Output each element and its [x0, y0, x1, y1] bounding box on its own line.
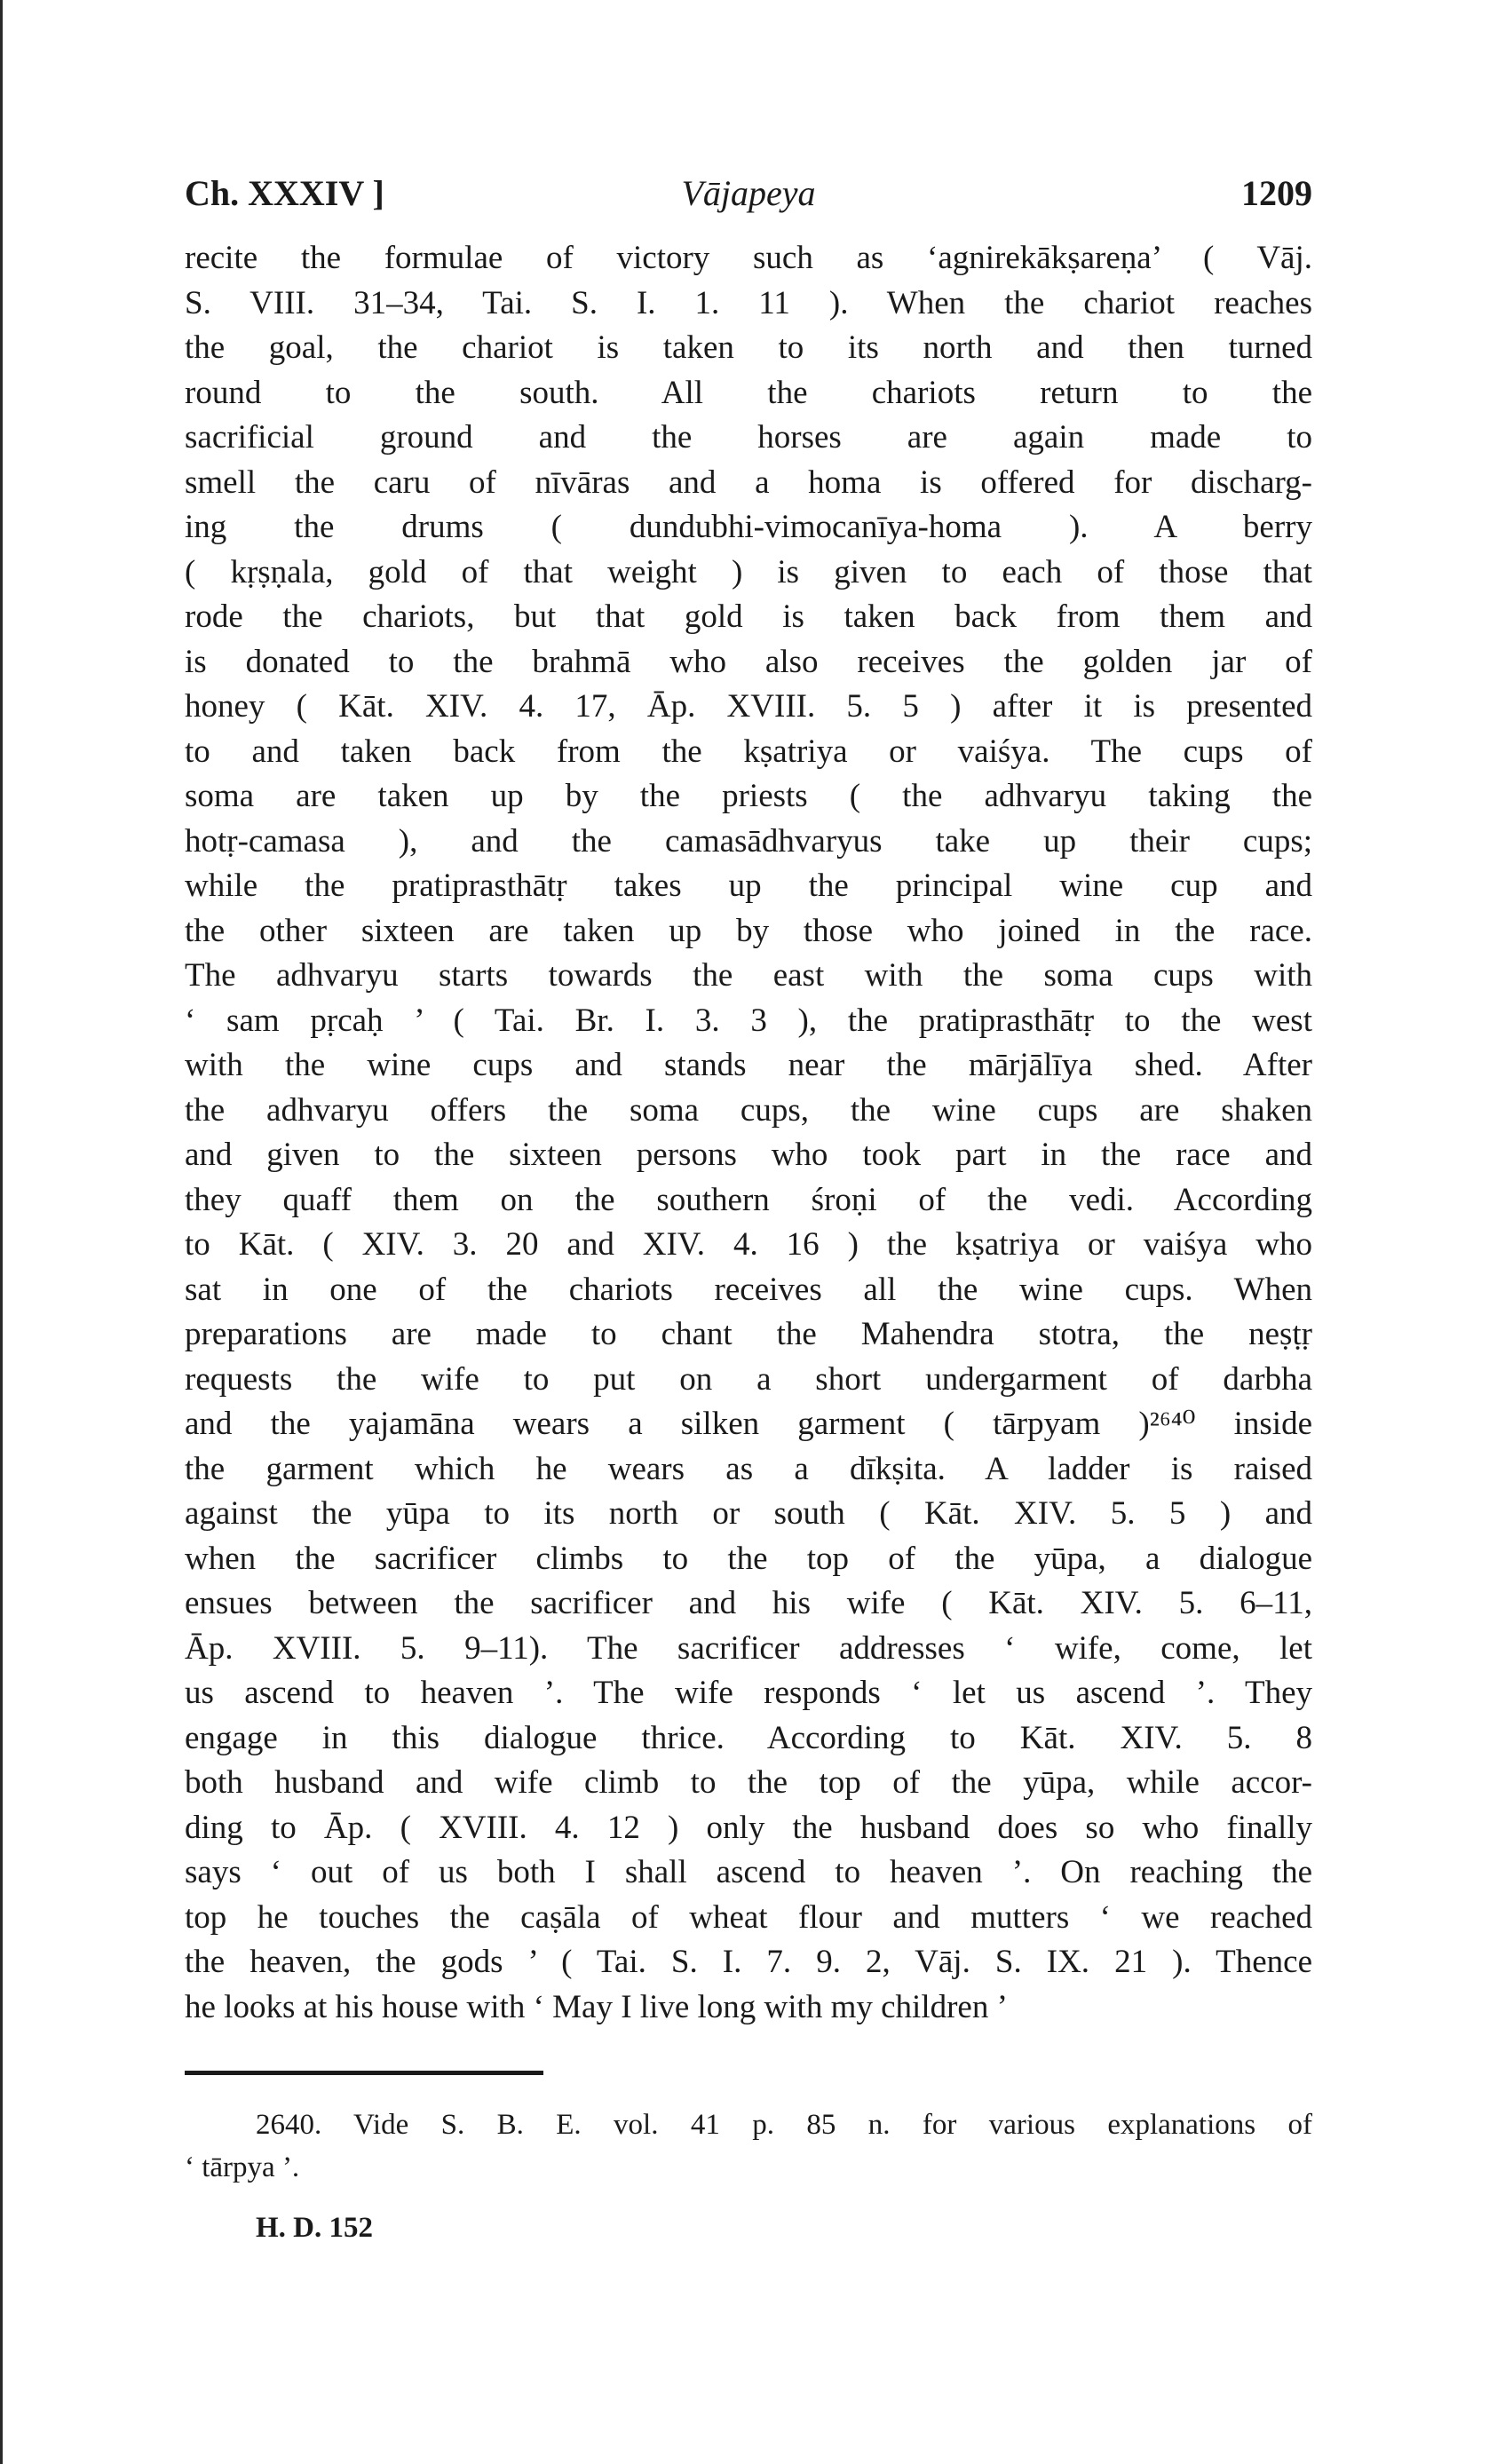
body-line: requests the wife to put on a short undergarment of darbha [185, 1360, 1312, 1398]
footnote-rule [185, 2071, 543, 2075]
body-line: they quaff them on the southern śroṇi of the vedi. According [185, 1181, 1312, 1218]
body-line: he looks at his house with ‘ May I live long with my children ’ [185, 1988, 1008, 2025]
body-line: top he touches the caṣāla of wheat flour and mutters ‘ we reached [185, 1898, 1312, 1936]
body-line: round to the south. All the chariots return to the [185, 374, 1312, 411]
body-line: against the yūpa to its north or south ( Kāt. XIV. 5. 5 ) and [185, 1495, 1312, 1532]
body-line: us ascend to heaven ’. The wife responds ‘ let us ascend ’. They [185, 1675, 1312, 1711]
body-line: honey ( Kāt. XIV. 4. 17, Āp. XVIII. 5. 5 ) after it is presented [185, 688, 1312, 725]
body-line: ing the drums ( dundubhi-vimocanīya-homa ). A berry [185, 509, 1312, 545]
body-line: while the pratiprasthātṛ takes up the principal wine cup and [185, 868, 1312, 904]
page-edge-rule [0, 0, 3, 2464]
body-line: to and taken back from the kṣatriya or vaiśya. The cups of [185, 733, 1312, 770]
body-line: sacrificial ground and the horses are again made to [185, 419, 1312, 456]
page-number: 1209 [1241, 173, 1312, 213]
body-line: the garment which he wears as a dīkṣita. A ladder is raised [185, 1450, 1312, 1487]
footnote-text-line: 2640. Vide S. B. E. vol. 41 p. 85 n. for various explanations of [256, 2109, 1312, 2141]
signature-mark: H. D. 152 [256, 2212, 373, 2244]
body-line: soma are taken up by the priests ( the adhvaryu taking the [185, 778, 1312, 814]
body-line: ( kṛṣṇala, gold of that weight ) is given to each of those that [185, 553, 1312, 590]
chapter-label: Ch. XXXIV ] [185, 173, 384, 213]
body-line: and the yajamāna wears a silken garment ( tārpyam )²⁶⁴⁰ inside [185, 1406, 1312, 1442]
page [185, 169, 1312, 2249]
body-line: both husband and wife climb to the top of the yūpa, while accor- [185, 1764, 1312, 1801]
body-line: the adhvaryu offers the soma cups, the wine cups are shaken [185, 1091, 1312, 1129]
body-line: ding to Āp. ( XVIII. 4. 12 ) only the husband does so who finally [185, 1809, 1312, 1846]
body-line: preparations are made to chant the Mahendra stotra, the neṣṭṛ [185, 1316, 1312, 1352]
page-title: Vājapeya [681, 173, 816, 213]
body-line: says ‘ out of us both I shall ascend to heaven ’. On reaching the [185, 1854, 1312, 1890]
body-line: the goal, the chariot is taken to its north and then turned [185, 329, 1312, 366]
body-line: engage in this dialogue thrice. According to Kāt. XIV. 5. 8 [185, 1719, 1312, 1756]
body-line: rode the chariots, but that gold is taken back from them and [185, 598, 1312, 635]
body-line: S. VIII. 31–34, Tai. S. I. 1. 11 ). When the chariot reaches [185, 284, 1312, 321]
body-line: recite the formulae of victory such as ‘agnirekākṣareṇa’ ( Vāj. [185, 240, 1312, 276]
body-line: when the sacrificer climbs to the top of the yūpa, a dialogue [185, 1540, 1312, 1577]
body-line: to Kāt. ( XIV. 3. 20 and XIV. 4. 16 ) the kṣatriya or vaiśya who [185, 1226, 1312, 1263]
body-line: the heaven, the gods ’ ( Tai. S. I. 7. 9. 2, Vāj. S. IX. 21 ). Thence [185, 1944, 1312, 1980]
body-line: and given to the sixteen persons who took part in the race and [185, 1137, 1312, 1173]
body-line: the other sixteen are taken up by those who joined in the race. [185, 912, 1312, 949]
body-text [185, 236, 1312, 2030]
body-line: sat in one of the chariots receives all the wine cups. When [185, 1271, 1312, 1308]
body-line: ‘ sam pṛcaḥ ’ ( Tai. Br. I. 3. 3 ), the pratiprasthātṛ to the west [185, 1002, 1312, 1039]
body-line: The adhvaryu starts towards the east with the soma cups with [185, 957, 1312, 994]
body-line: is donated to the brahmā who also receives the golden jar of [185, 643, 1312, 680]
running-head [185, 169, 1312, 218]
body-line: Āp. XVIII. 5. 9–11). The sacrificer addresses ‘ wife, come, let [185, 1629, 1312, 1667]
body-line: ensues between the sacrificer and his wife ( Kāt. XIV. 5. 6–11, [185, 1585, 1312, 1621]
footnote [185, 2104, 1312, 2249]
body-line: hotṛ-camasa ), and the camasādhvaryus take up their cups; [185, 822, 1312, 860]
body-line: with the wine cups and stands near the mārjālīya shed. After [185, 1047, 1312, 1083]
footnote-text-line: ‘ tārpya ’. [185, 2151, 300, 2183]
body-line: smell the caru of nīvāras and a homa is offered for discharg- [185, 463, 1312, 501]
